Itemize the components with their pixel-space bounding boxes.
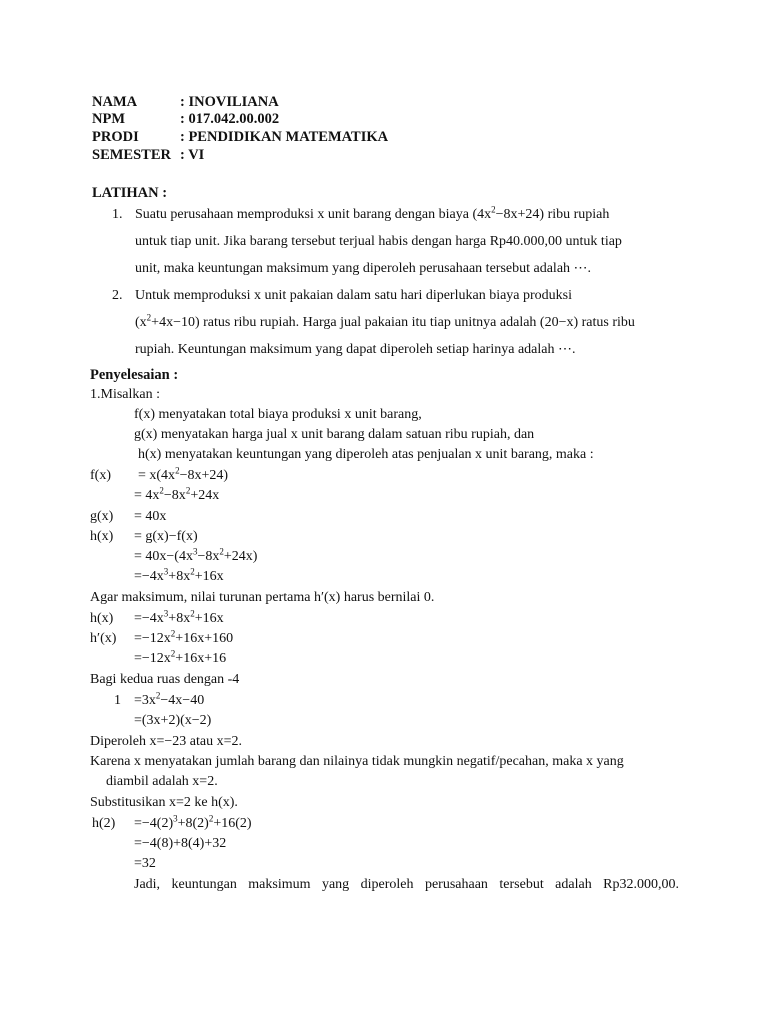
- h-equation-2: = $40x-(4x^3-8x^2+24x)$: [134, 546, 258, 564]
- h-equation-3: $=-4x^3+8x^2+16x$: [134, 566, 224, 584]
- h-prime-equation-2: $=-12x^2+16x+16$: [134, 648, 227, 666]
- one-label: 1: [114, 693, 121, 708]
- problem-2-line-3: rupiah. Keuntungan maksimum yang dapat diperoleh setiap harinya adalah ⋯.: [135, 342, 576, 357]
- h-equation-4: $=-4x^3+8x^2+16x$: [134, 608, 224, 626]
- header-row-semester: [92, 147, 204, 164]
- header-row-npm: [92, 111, 279, 128]
- h2-equation-2: =−4(8)+8(4)+32: [134, 836, 227, 851]
- one-equation-2: =(3x+2)(x−2): [134, 713, 212, 728]
- penyelesaian-title: Penyelesaian :: [90, 367, 179, 383]
- h2-equation-3: =32: [134, 856, 156, 871]
- h-prime-equation-1: $=-12x^2+16x+160$: [134, 628, 234, 646]
- h2-equation-1: $=-4(2)^3+8(2)^2+16(2)$: [134, 813, 252, 831]
- f-equation-1: = $x(4x^2-8x+24)$: [138, 465, 229, 483]
- problem-1-line-1: Suatu perusahaan memproduksi x unit barang dengan biaya $(4x^2-8x+24)$ ribu rupiah: [135, 204, 610, 222]
- g-label: g(x): [90, 509, 114, 524]
- h2-label: h(2): [92, 816, 116, 831]
- one-equation-1: $=3x^2-4x-40$: [134, 690, 205, 708]
- f-label: f(x): [90, 468, 111, 483]
- f-equation-2: = $4x^2-8x^2+24x$: [134, 485, 220, 503]
- problem-2-line-2: $(x^2+4x-10)$ ratus ribu rupiah. Harga jual pakaian itu tiap unitnya adalah (20−x) ratus ribu: [135, 312, 635, 330]
- karena-text-1: Karena x menyatakan jumlah barang dan nilainya tidak mungkin negatif/pecahan, maka x yang: [90, 754, 624, 769]
- header-value: : PENDIDIKAN MATEMATIKA: [180, 129, 389, 145]
- h-label-2: h(x): [90, 611, 114, 626]
- h-prime-label: h′(x): [90, 631, 117, 646]
- header-value: : INOVILIANA: [180, 94, 279, 110]
- problem-1-line-3: unit, maka keuntungan maksimum yang diperoleh perusahaan tersebut adalah ⋯.: [135, 261, 592, 276]
- problem-1-line-2: untuk tiap unit. Jika barang tersebut terjual habis dengan harga Rp40.000,00 untuk tiap: [135, 234, 622, 249]
- definition-g: g(x) menyatakan harga jual x unit barang dalam satuan ribu rupiah, dan: [134, 427, 535, 442]
- definition-f: f(x) menyatakan total biaya produksi x unit barang,: [134, 407, 422, 422]
- conclusion-text: Jadi, keuntungan maksimum yang diperoleh perusahaan tersebut adalah Rp32.000,00.: [134, 877, 679, 892]
- header-key: NPM: [92, 111, 126, 127]
- definition-h: h(x) menyatakan keuntungan yang diperoleh atas penjualan x unit barang, maka :: [138, 447, 594, 462]
- latihan-title: LATIHAN :: [92, 185, 168, 201]
- g-equation: = 40x: [134, 509, 167, 524]
- header-row-prodi: [92, 129, 388, 146]
- bagi-text: Bagi kedua ruas dengan -4: [90, 672, 240, 687]
- agar-maksimum-text: Agar maksimum, nilai turunan pertama h′(x) harus bernilai 0.: [90, 590, 435, 605]
- header-value: : VI: [180, 147, 205, 163]
- header-key: NAMA: [92, 94, 138, 110]
- header-row-nama: [92, 94, 279, 111]
- karena-text-2: diambil adalah x=2.: [106, 774, 218, 789]
- diperoleh-text: Diperoleh x=−23 atau x=2.: [90, 734, 242, 749]
- substitusi-text: Substitusikan x=2 ke h(x).: [90, 795, 238, 810]
- header-value: : 017.042.00.002: [180, 111, 280, 127]
- h-equation-1: = g(x)−f(x): [134, 529, 198, 544]
- problem-1-number: 1.: [112, 207, 123, 222]
- problem-2-line-1: Untuk memproduksi x unit pakaian dalam satu hari diperlukan biaya produksi: [135, 288, 573, 303]
- misalkan-label: 1.Misalkan :: [90, 387, 160, 402]
- problem-2-number: 2.: [112, 288, 123, 303]
- h-label: h(x): [90, 529, 114, 544]
- header-key: PRODI: [92, 129, 139, 145]
- header-key: SEMESTER: [92, 147, 171, 163]
